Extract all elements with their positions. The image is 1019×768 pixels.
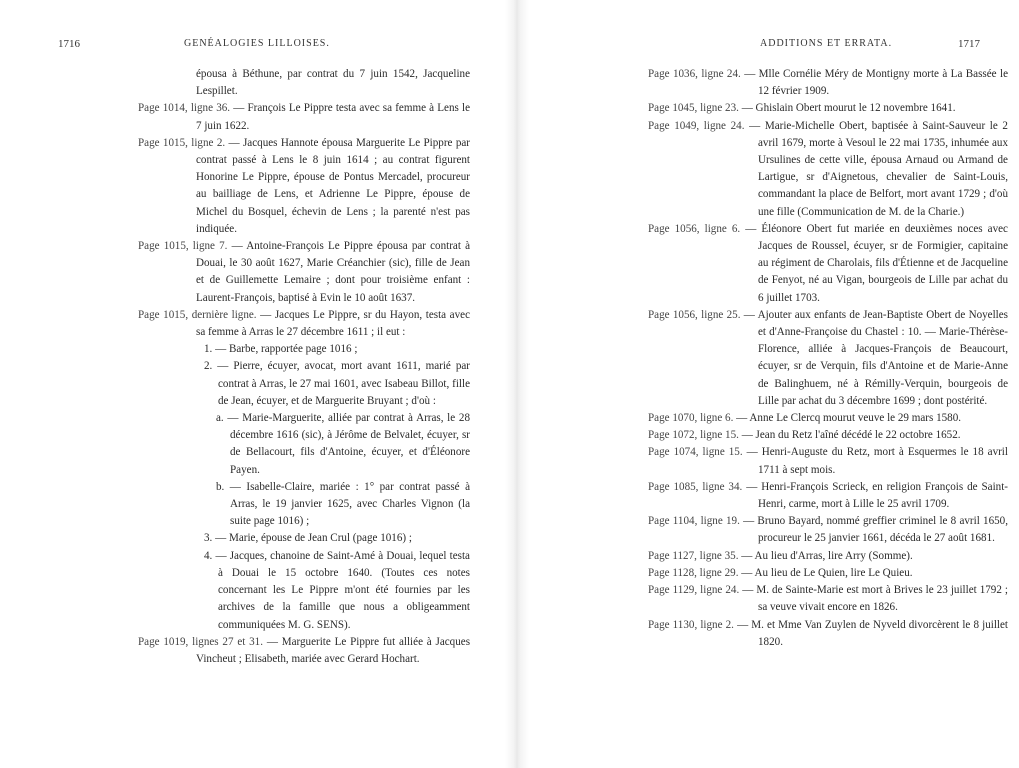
entry-text: 1. — Barbe, rapportée page 1016 ; [204,343,358,356]
entry-text: — Marie-Michelle Obert, baptisée à Saint-Sauveur le 2 avril 1679, morte à Vesoul le 22 mai 1735, inhumée aux Ursulines de cette ville, épousa Arnaud ou Armand de Lartigue, sr d'Aignetous, chevalier de Saint-Louis, commandant la place de Belfort, mort avant 1729 ; d'où une fille (Communication de M. de la Charie.) [749,119,1008,218]
entry-reference: Page 1056, ligne 6. [648,222,741,235]
left-entry [58,358,470,410]
entry-text: — Ajouter aux enfants de Jean-Baptiste Obert de Noyelles et d'Anne-Françoise du Chastel : 10. — Marie-Thérèse-Florence, alliée à Jacques-François de Beaucourt, écuyer, sr de Verquin, fils d'Antoine et de Marie-Anne de Balinghuem, né à Rémilly-Verquin, bourgeois de Lille par achat du 3 décembre 1699 ; dont postérité. [743,308,1009,407]
left-entry [58,634,470,668]
right-entries [628,66,1008,651]
entry-reference: Page 1070, ligne 6. [648,412,734,425]
entry-text: b. — Isabelle-Claire, mariée : 1° par contrat passé à Arras, le 19 janvier 1625, avec Charles Vignon (la suite page 1016) ; [216,480,470,528]
left-entry [58,410,470,479]
entry-text: — François Le Pippre testa avec sa femme à Lens le 7 juin 1622. [196,102,470,132]
entry-reference: Page 1127, ligne 35. [648,549,739,562]
right-entry [628,427,1008,444]
entry-reference: Page 1015, ligne 7. [138,240,228,253]
left-page [0,0,509,768]
entry-text: — Jean du Retz l'aîné décédé le 22 octobre 1652. [741,429,961,442]
entry-text: — Antoine-François Le Pippre épousa par contrat à Douai, le 30 août 1627, Marie Créanchier (sic), fille de Jean et de Guillemette Lemaire ; dont pour troisième enfant : Laurent-François, baptisé à Evin le 10 août 1637. [196,240,470,304]
entry-text: a. — Marie-Marguerite, alliée par contrat à Arras, le 28 décembre 1616 (sic), à Jérôme de Belvalet, écuyer, sr de Bellacourt, fils d'Antoine, écuyer, et d'Éléonore Payen. [216,412,470,476]
entry-reference: Page 1015, ligne 2. [138,136,226,149]
entry-text: — M. de Sainte-Marie est mort à Brives le 23 juillet 1792 ; sa veuve vivait encore en 1826. [742,584,1009,614]
entry-text: 4. — Jacques, chanoine de Saint-Amé à Douai, lequel testa à Douai le 15 octobre 1640. (Toutes ces notes concernant les Le Pippre m'ont été fournies par les archives de la famille que nous a obligeamment communiquées M. G. SENS). [204,549,470,631]
entry-text: — Mlle Cornélie Méry de Montigny morte à La Bassée le 12 février 1909. [744,68,1008,98]
entry-text: — Marguerite Le Pippre fut alliée à Jacques Vincheut ; Elisabeth, mariée avec Gerard Hochart. [196,635,471,665]
right-running-title: ADDITIONS ET ERRATA. [760,38,893,49]
right-entry [628,118,1008,221]
left-entry [58,66,470,100]
entry-text: — Henri-Auguste du Retz, mort à Esquermes le 18 avril 1711 à sept mois. [746,446,1008,476]
entry-reference: Page 1019, lignes 27 et 31. [138,635,263,648]
right-entry [628,548,1008,565]
entry-text: 3. — Marie, épouse de Jean Crul (page 1016) ; [204,532,412,545]
entry-text: — Jacques Le Pippre, sr du Hayon, testa avec sa femme à Arras le 27 décembre 1611 ; il eut : [196,308,470,339]
left-entry [58,100,470,134]
right-page [510,0,1019,768]
entry-reference: Page 1049, ligne 24. [648,119,745,132]
right-entry [628,221,1008,307]
right-entry [628,617,1008,651]
left-entries [58,66,470,668]
left-entry [58,548,470,634]
right-entry [628,100,1008,117]
entry-text: — Henri-François Scrieck, en religion François de Saint-Henri, carme, mort à Lille le 25 avril 1709. [746,480,1008,511]
entry-reference: Page 1130, ligne 2. [648,618,734,631]
entry-text: — Ghislain Obert mourut le 12 novembre 1641. [741,102,956,115]
entry-text: — M. et Mme Van Zuylen de Nyveld divorcèrent le 8 juillet 1820. [737,618,1009,648]
entry-text: — Jacques Hannote épousa Marguerite Le Pippre par contrat passé à Lens le 8 juin 1614 ; au contrat figurent Honorine Le Pippre, épouse de Pontus Mercadel, procureur au bailliage de Lens, et Adrienne Le Pippre, épouse de Michel du Bosquel, échevin de Lens ; la parenté n'est pas indiquée. [196,136,470,235]
left-entry [58,530,470,547]
entry-reference: Page 1085, ligne 34. [648,480,743,493]
entry-reference: Page 1128, ligne 29. [648,566,739,579]
right-entry [628,307,1008,410]
entry-text: — Au lieu de Le Quien, lire Le Quieu. [741,566,913,579]
left-entry [58,135,470,238]
entry-text: — Au lieu d'Arras, lire Arry (Somme). [741,549,913,562]
entry-reference: Page 1045, ligne 23. [648,102,739,115]
right-entry [628,513,1008,547]
entry-reference: Page 1074, ligne 15. [648,446,743,459]
entry-text: 2. — Pierre, écuyer, avocat, mort avant 1611, marié par contrat à Arras, le 27 mai 1601, avec Isabeau Billot, fille de Jean, écuyer, et de Marguerite Bruyant ; d'où : [204,360,470,407]
right-entry [628,66,1008,100]
left-page-number: 1716 [58,38,80,50]
left-running-title: GENÉALOGIES LILLOISES. [184,38,330,49]
entry-reference: Page 1129, ligne 24. [648,584,740,597]
entry-text: — Anne Le Clercq mourut veuve le 29 mars 1580. [736,412,962,425]
right-entry [628,479,1008,513]
right-page-number: 1717 [958,38,980,50]
entry-text: — Éléonore Obert fut mariée en deuxièmes noces avec Jacques de Roussel, écuyer, sr de Formigier, capitaine au régiment de Charolais, fils d'Étienne et de Jacqueline de Fenyot, né au Vigan, bourgeois de Lille par achat du 6 juillet 1703. [745,222,1008,304]
entry-reference: Page 1015, dernière ligne. [138,308,257,321]
right-entry [628,582,1008,616]
left-entry [58,307,470,341]
entry-reference: Page 1056, ligne 25. [648,308,741,321]
left-entry [58,238,470,307]
entry-reference: Page 1072, ligne 15. [648,429,739,442]
entry-reference: Page 1036, ligne 24. [648,68,741,80]
right-entry [628,565,1008,582]
entry-reference: Page 1104, ligne 19. [648,515,740,528]
right-entry [628,410,1008,427]
right-entry [628,444,1008,478]
left-entry [58,479,470,531]
entry-text: épousa à Béthune, par contrat du 7 juin 1542, Jacqueline Lespillet. [196,68,470,98]
entry-reference: Page 1014, ligne 36. [138,102,231,115]
left-entry [58,341,470,358]
entry-text: — Bruno Bayard, nommé greffier criminel le 8 avril 1650, procureur le 25 janvier 1661, décéda le 27 août 1681. [743,515,1008,545]
